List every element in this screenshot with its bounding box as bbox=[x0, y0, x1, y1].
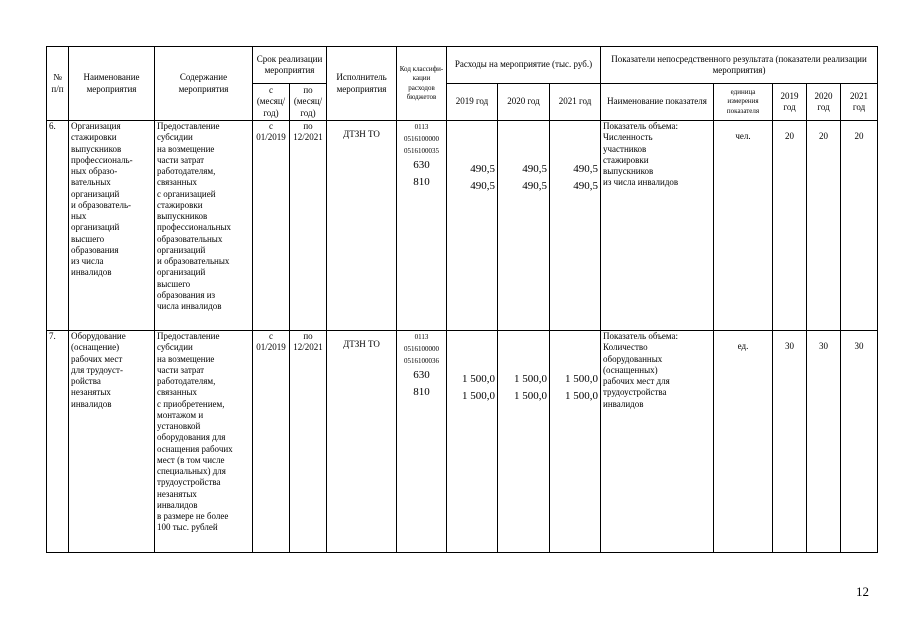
table-row bbox=[47, 121, 878, 331]
header-executor: Исполнитель мероприятия bbox=[327, 47, 397, 121]
table-row bbox=[47, 331, 878, 553]
value-2020: 30 bbox=[807, 331, 841, 553]
indicator-name: Показатель объема: Количество оборудованных (оснащенных) рабочих мест для трудоустройства инвалидов bbox=[601, 331, 714, 553]
header-exp-2021: 2021 год bbox=[550, 84, 601, 121]
period-to: по 12/2021 bbox=[290, 121, 327, 331]
header-num: № п/п bbox=[47, 47, 69, 121]
value-2019: 30 bbox=[773, 331, 807, 553]
header-expenses: Расходы на мероприятие (тыс. руб.) bbox=[447, 47, 601, 84]
unit: чел. bbox=[714, 121, 773, 331]
header-period-from: с (месяц/ год) bbox=[253, 84, 290, 121]
header-name: Наименование мероприятия bbox=[69, 47, 155, 121]
period-from: с 01/2019 bbox=[253, 331, 290, 553]
expense-2019: 490,5 490,5 bbox=[447, 121, 498, 331]
expense-2021: 1 500,0 1 500,0 bbox=[550, 331, 601, 553]
indicator-name: Показатель объема: Численность участников стажировки выпускников из числа инвалидов bbox=[601, 121, 714, 331]
value-2020: 20 bbox=[807, 121, 841, 331]
executor: ДТЗН ТО bbox=[327, 331, 397, 553]
measure-name: Оборудование (оснащение) рабочих мест для трудоуст- ройства незанятых инвалидов bbox=[69, 331, 155, 553]
header-content: Содержание мероприятия bbox=[155, 47, 253, 121]
header-exp-2020: 2020 год bbox=[498, 84, 550, 121]
unit: ед. bbox=[714, 331, 773, 553]
header-ind-2021: 2021 год bbox=[841, 84, 878, 121]
measure-name: Организация стажировки выпускников профессиональ- ных образо- вательных организаций и образователь- ных организаций высшего образования из числа инвалидов bbox=[69, 121, 155, 331]
expense-2020: 1 500,0 1 500,0 bbox=[498, 331, 550, 553]
expense-2021: 490,5 490,5 bbox=[550, 121, 601, 331]
header-ind-2020: 2020 год bbox=[807, 84, 841, 121]
header-period: Срок реализации мероприятия bbox=[253, 47, 327, 84]
row-number: 6. bbox=[47, 121, 69, 331]
executor: ДТЗН ТО bbox=[327, 121, 397, 331]
value-2021: 20 bbox=[841, 121, 878, 331]
budget-codes: 0113 0516100000 0516100035 630 810 bbox=[397, 121, 447, 331]
header-exp-2019: 2019 год bbox=[447, 84, 498, 121]
header-unit: единица измерения показателя bbox=[714, 84, 773, 121]
header-indicator-name: Наименование показателя bbox=[601, 84, 714, 121]
value-2019: 20 bbox=[773, 121, 807, 331]
header-period-to: по (месяц/ год) bbox=[290, 84, 327, 121]
header-row-1 bbox=[47, 47, 878, 84]
measures-table bbox=[46, 46, 878, 553]
header-ind-2019: 2019 год bbox=[773, 84, 807, 121]
budget-codes: 0113 0516100000 0516100036 630 810 bbox=[397, 331, 447, 553]
expense-2019: 1 500,0 1 500,0 bbox=[447, 331, 498, 553]
row-number: 7. bbox=[47, 331, 69, 553]
expense-2020: 490,5 490,5 bbox=[498, 121, 550, 331]
measure-content: Предоставление субсидии на возмещение части затрат работодателям, связанных с организацией стажировки выпускников профессиональных образовательных организаций и образовательных организаций высшего образования из числа инвалидов bbox=[155, 121, 253, 331]
period-to: по 12/2021 bbox=[290, 331, 327, 553]
header-code: Код классифи- кации расходов бюджетов bbox=[397, 47, 447, 121]
header-indicators: Показатели непосредственного результата (показатели реализации мероприятия) bbox=[601, 47, 878, 84]
value-2021: 30 bbox=[841, 331, 878, 553]
measure-content: Предоставление субсидии на возмещение части затрат работодателям, связанных с приобретением, монтажом и установкой оборудования для оснащения рабочих мест (в том числе специальных) для трудоустройства незанятых инвалидов в размере не более 100 тыс. рублей bbox=[155, 331, 253, 553]
page-number: 12 bbox=[856, 584, 869, 599]
period-from: с 01/2019 bbox=[253, 121, 290, 331]
